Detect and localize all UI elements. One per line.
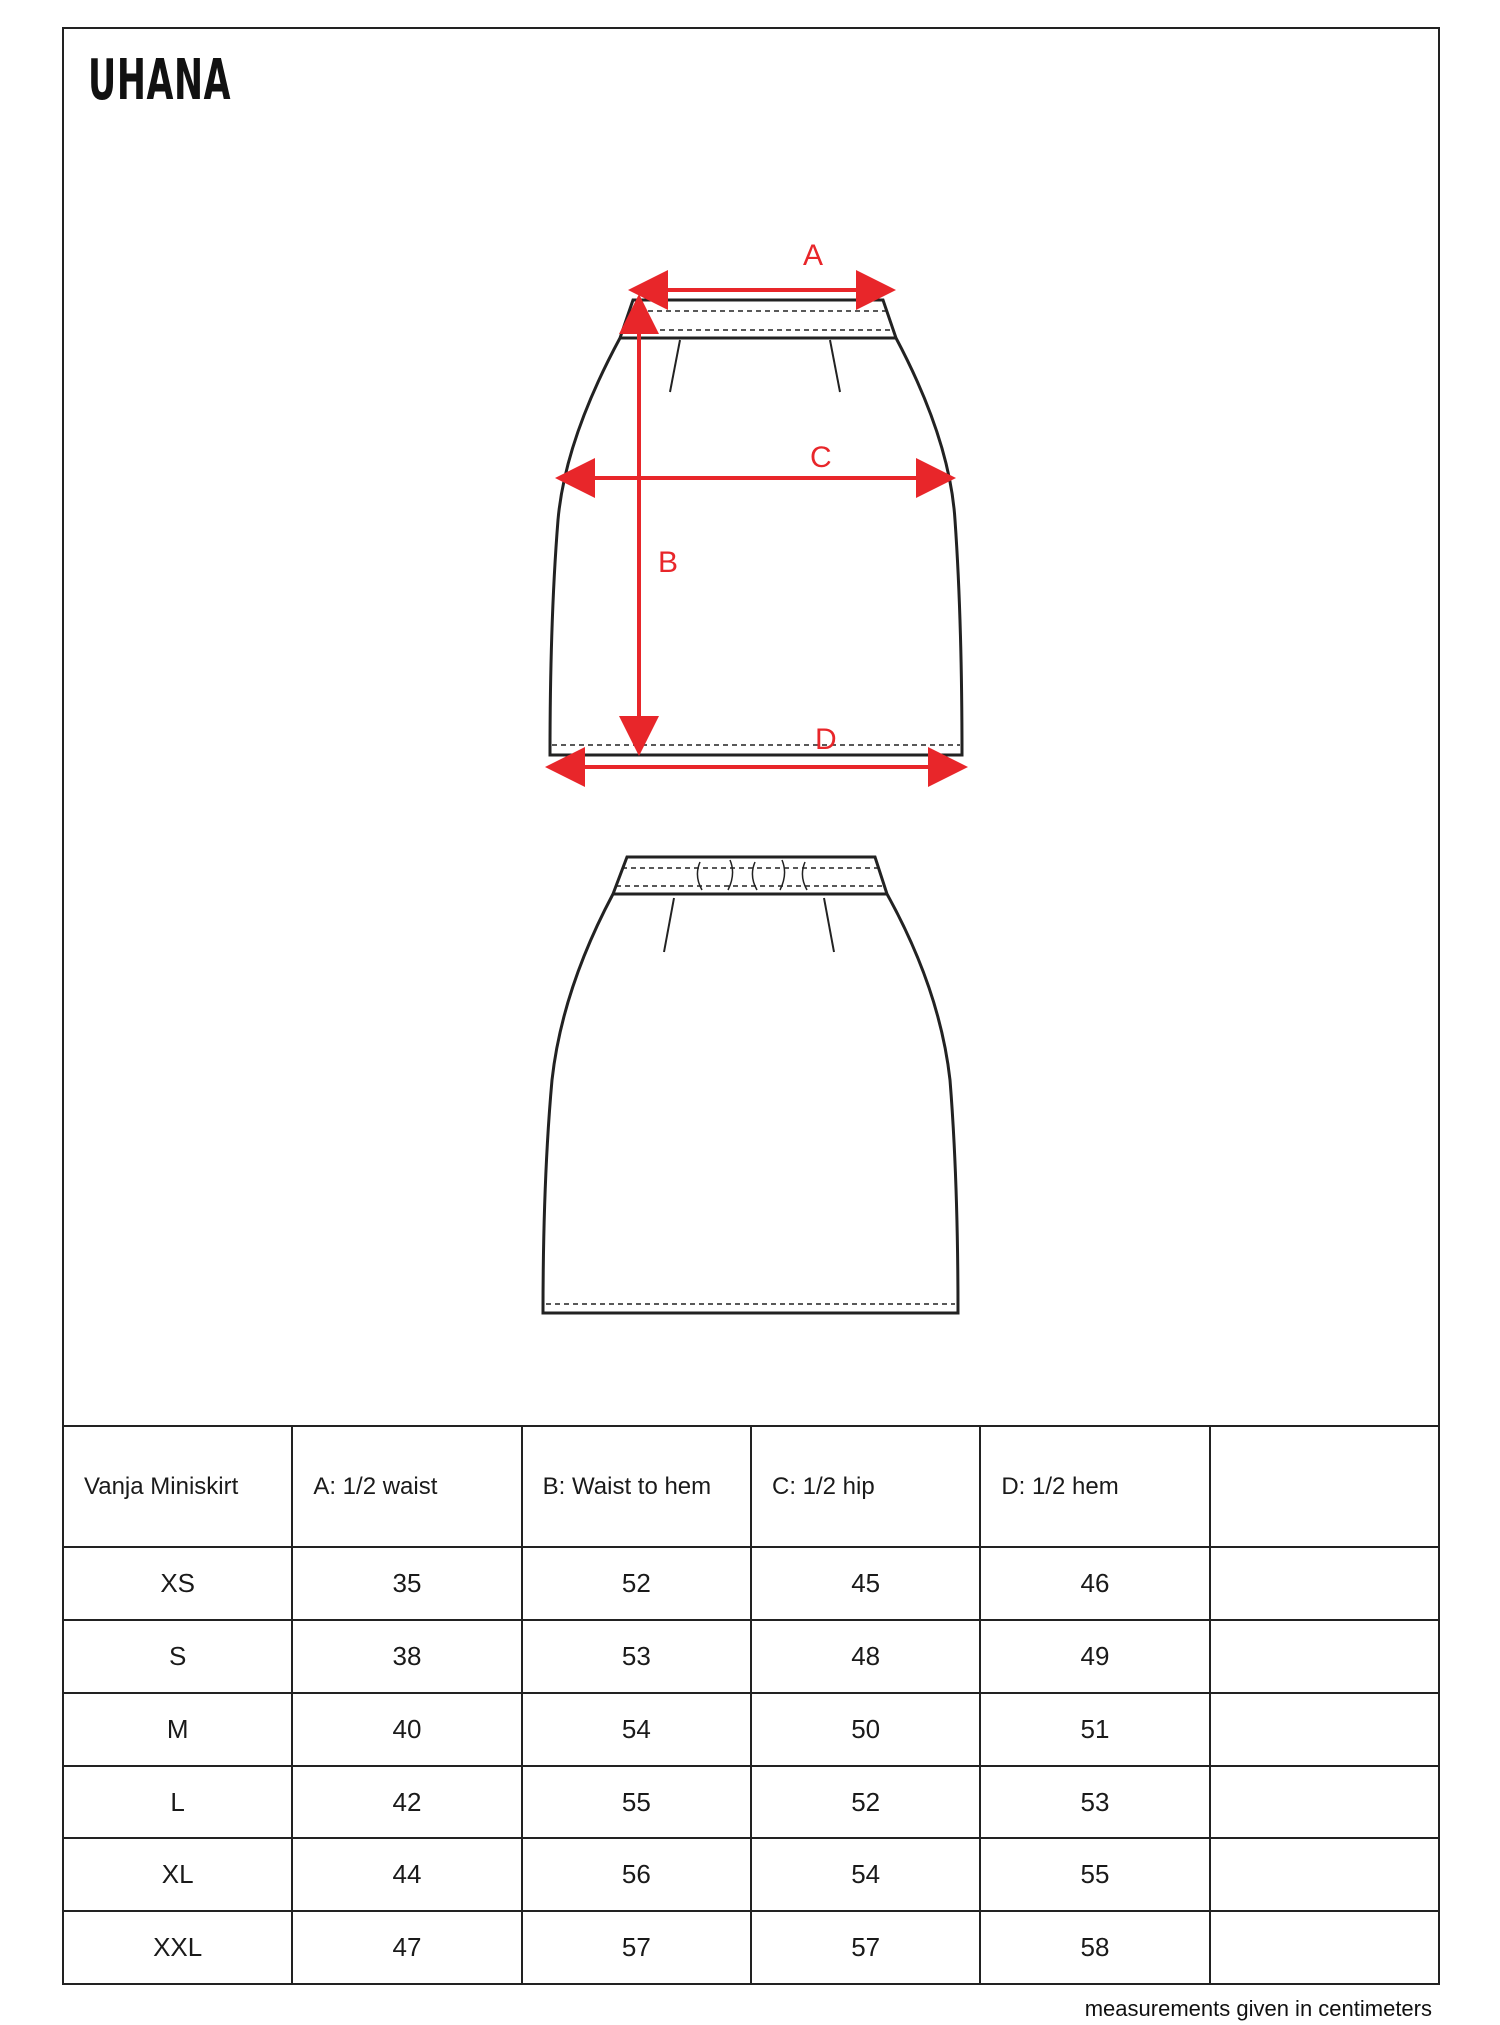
table-row xyxy=(63,1838,1439,1911)
table-cell: 38 xyxy=(292,1620,521,1693)
label-d: D xyxy=(815,723,837,756)
table-cell: 52 xyxy=(751,1766,980,1839)
header-empty xyxy=(1210,1426,1439,1547)
table-cell: 54 xyxy=(751,1838,980,1911)
table-cell: 40 xyxy=(292,1693,521,1766)
size-cell: L xyxy=(63,1766,292,1839)
label-c: C xyxy=(810,441,832,474)
table-cell xyxy=(1210,1693,1439,1766)
size-cell: S xyxy=(63,1620,292,1693)
skirt-back-view xyxy=(543,857,958,1313)
header-half-hem: D: 1/2 hem xyxy=(980,1426,1209,1547)
header-product-name: Vanja Miniskirt xyxy=(63,1426,292,1547)
size-chart-table xyxy=(62,1425,1440,1985)
size-cell: XL xyxy=(63,1838,292,1911)
table-cell xyxy=(1210,1838,1439,1911)
table-row xyxy=(63,1620,1439,1693)
table-cell: 50 xyxy=(751,1693,980,1766)
table-cell: 45 xyxy=(751,1547,980,1620)
brand-logo: UHANA xyxy=(88,48,232,113)
table-cell xyxy=(1210,1766,1439,1839)
table-cell: 49 xyxy=(980,1620,1209,1693)
table-cell: 48 xyxy=(751,1620,980,1693)
table-cell: 51 xyxy=(980,1693,1209,1766)
table-row xyxy=(63,1547,1439,1620)
table-cell: 42 xyxy=(292,1766,521,1839)
table-cell: 58 xyxy=(980,1911,1209,1984)
table-cell: 47 xyxy=(292,1911,521,1984)
table-cell: 55 xyxy=(980,1838,1209,1911)
skirt-front-view xyxy=(550,300,962,755)
table-cell: 52 xyxy=(522,1547,751,1620)
label-b: B xyxy=(658,546,679,579)
size-cell: M xyxy=(63,1693,292,1766)
table-cell: 57 xyxy=(522,1911,751,1984)
table-header-row xyxy=(63,1426,1439,1547)
table-cell: 55 xyxy=(522,1766,751,1839)
table-cell xyxy=(1210,1547,1439,1620)
size-cell: XXL xyxy=(63,1911,292,1984)
table-cell: 53 xyxy=(522,1620,751,1693)
table-cell: 44 xyxy=(292,1838,521,1911)
table-cell: 57 xyxy=(751,1911,980,1984)
header-waist-to-hem: B: Waist to hem xyxy=(522,1426,751,1547)
table-cell: 56 xyxy=(522,1838,751,1911)
table-cell xyxy=(1210,1620,1439,1693)
header-half-hip: C: 1/2 hip xyxy=(751,1426,980,1547)
table-cell: 54 xyxy=(522,1693,751,1766)
table-cell: 53 xyxy=(980,1766,1209,1839)
size-cell: XS xyxy=(63,1547,292,1620)
table-row xyxy=(63,1766,1439,1839)
table-cell: 35 xyxy=(292,1547,521,1620)
table-row xyxy=(63,1693,1439,1766)
table-cell xyxy=(1210,1911,1439,1984)
table-row xyxy=(63,1911,1439,1984)
header-half-waist: A: 1/2 waist xyxy=(292,1426,521,1547)
label-a: A xyxy=(803,239,824,272)
measurement-unit-note: measurements given in centimeters xyxy=(1084,1996,1432,2021)
table-cell: 46 xyxy=(980,1547,1209,1620)
